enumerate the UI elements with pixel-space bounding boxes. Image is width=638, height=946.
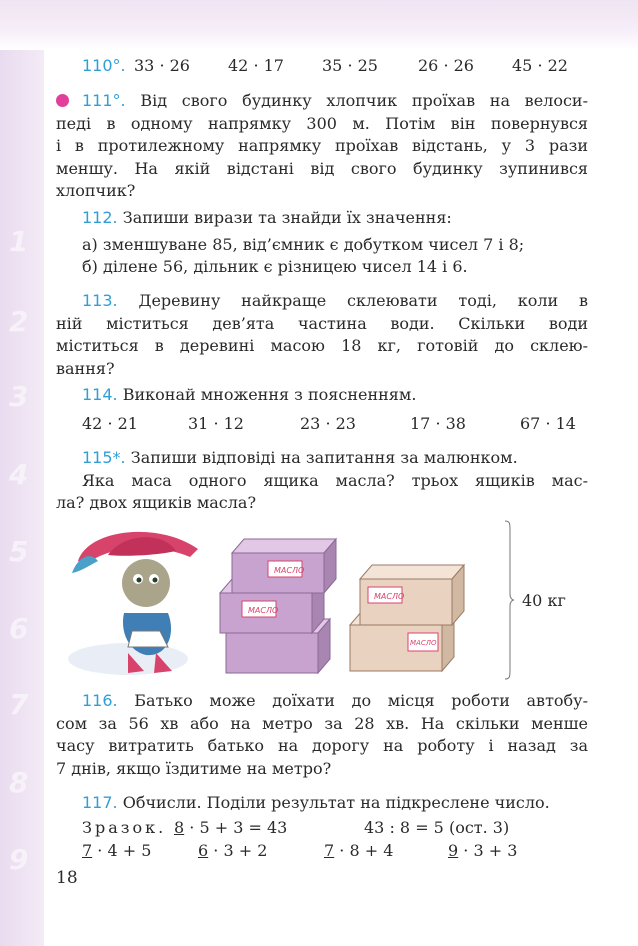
side-number: 3 <box>9 380 29 413</box>
task-expression: · 3 + 2 <box>208 841 268 860</box>
exercise-title: Запиши відповіді на запитання за малюнком. <box>130 448 518 467</box>
side-number: 4 <box>9 458 29 491</box>
box-label: МАСЛО <box>410 639 437 647</box>
exercise-number: 113. <box>82 291 118 310</box>
weight-label: 40 кг <box>522 591 566 610</box>
sample-expression: · 5 + 3 = 43 <box>184 818 288 837</box>
text-line: ній міститься дев’ята частина води. Скільки води <box>56 313 588 333</box>
expression: 42 · 17 <box>228 56 284 75</box>
exercise-115 <box>56 447 588 515</box>
text-line: часу витратить батько на дорогу на роботу і назад за <box>56 736 588 755</box>
text-line: Батько може доїхати до місця роботи автобу- <box>134 691 589 710</box>
exercise-number: 110°. <box>82 56 126 75</box>
exercise-number: 111°. <box>82 91 126 110</box>
top-band <box>0 0 638 50</box>
exercise-112 <box>56 207 588 279</box>
text-line: вання? <box>56 358 115 378</box>
exercise-114 <box>56 384 588 407</box>
text-line: і в протилежному напрямку проїхав відстань, у 3 рази <box>56 136 588 155</box>
text-line: міститься в деревині масою 18 кг, готовій до склею- <box>56 336 588 355</box>
side-number: 2 <box>9 305 29 338</box>
exercise-title: Виконай множення з поясненням. <box>122 385 417 404</box>
expression: 67 · 14 <box>520 414 576 433</box>
text-line: 7 днів, якщо їздитиме на метро? <box>56 758 332 778</box>
exercise-110 <box>82 56 592 80</box>
expression: 42 · 21 <box>82 414 138 433</box>
exercise-113 <box>56 290 588 380</box>
task-expression: · 3 + 3 <box>458 841 518 860</box>
underlined-number: 6 <box>198 841 209 860</box>
expression: 31 · 12 <box>188 414 244 433</box>
expression-row <box>82 414 592 438</box>
expression: 26 · 26 <box>418 56 474 75</box>
exercise-117 <box>56 792 588 815</box>
box-label: МАСЛО <box>248 606 279 615</box>
expression: 35 · 25 <box>322 56 378 75</box>
text-line: педі в одному напрямку 300 м. Потім він повернувся <box>56 113 588 133</box>
exercise-number: 117. <box>82 793 118 812</box>
sample-row <box>82 818 592 842</box>
expression: 45 · 22 <box>512 56 568 75</box>
side-number: 8 <box>9 766 29 799</box>
boxes-illustration <box>68 521 496 681</box>
exercise-116 <box>56 690 588 780</box>
sidebar-strip <box>0 50 44 946</box>
expression: 23 · 23 <box>300 414 356 433</box>
exercise-111 <box>56 90 588 203</box>
expression: 17 · 38 <box>410 414 466 433</box>
text-line: хлопчик? <box>56 181 136 200</box>
side-number: 5 <box>9 535 29 568</box>
exercise-number: 112. <box>82 208 118 227</box>
underlined-number: 7 <box>82 841 93 860</box>
side-number: 9 <box>9 843 29 876</box>
underlined-number: 8 <box>174 818 185 837</box>
box-stack-right <box>350 565 464 671</box>
sample-label: Зразок. <box>82 818 167 837</box>
text-line: Деревину найкраще склеювати тоді, коли в <box>138 291 588 310</box>
exercise-number: 115*. <box>82 448 126 467</box>
page-number: 18 <box>56 868 78 888</box>
exercise-title: Обчисли. Поділи результат на підкреслене число. <box>122 793 550 812</box>
underlined-number: 7 <box>324 841 335 860</box>
sample-result: 43 : 8 = 5 (ост. 3) <box>364 818 510 837</box>
tasks-row <box>82 841 592 865</box>
height-brace <box>504 520 514 680</box>
expression: 33 · 26 <box>134 56 190 75</box>
text-line: б) ділене 56, дільник є різницею чисел 14 і 6. <box>82 257 468 276</box>
text-line: Від свого будинку хлопчик проїхав на велоси- <box>140 91 588 110</box>
side-number: 7 <box>9 688 29 721</box>
text-line: сом за 56 хв або на метро за 28 хв. На скільки менше <box>56 713 588 733</box>
text-line: ла? двох ящиків масла? <box>56 493 257 512</box>
exercise-number: 116. <box>82 691 118 710</box>
exercise-number: 114. <box>82 385 118 404</box>
text-line: а) зменшуване 85, від’ємник є добутком чисел 7 і 8; <box>82 234 525 254</box>
side-number: 6 <box>9 612 29 645</box>
text-line: Яка маса одного ящика масла? трьох ящиків мас- <box>82 470 588 490</box>
task-expression: · 4 + 5 <box>92 841 152 860</box>
box-label: МАСЛО <box>374 592 405 601</box>
text-line: меншу. На якій відстані від свого будинку зупинився <box>56 158 588 178</box>
underlined-number: 9 <box>448 841 459 860</box>
box-label: МАСЛО <box>274 566 305 575</box>
side-number: 1 <box>9 225 29 258</box>
task-expression: · 8 + 4 <box>334 841 394 860</box>
exercise-title: Запиши вирази та знайди їх значення: <box>122 208 452 227</box>
